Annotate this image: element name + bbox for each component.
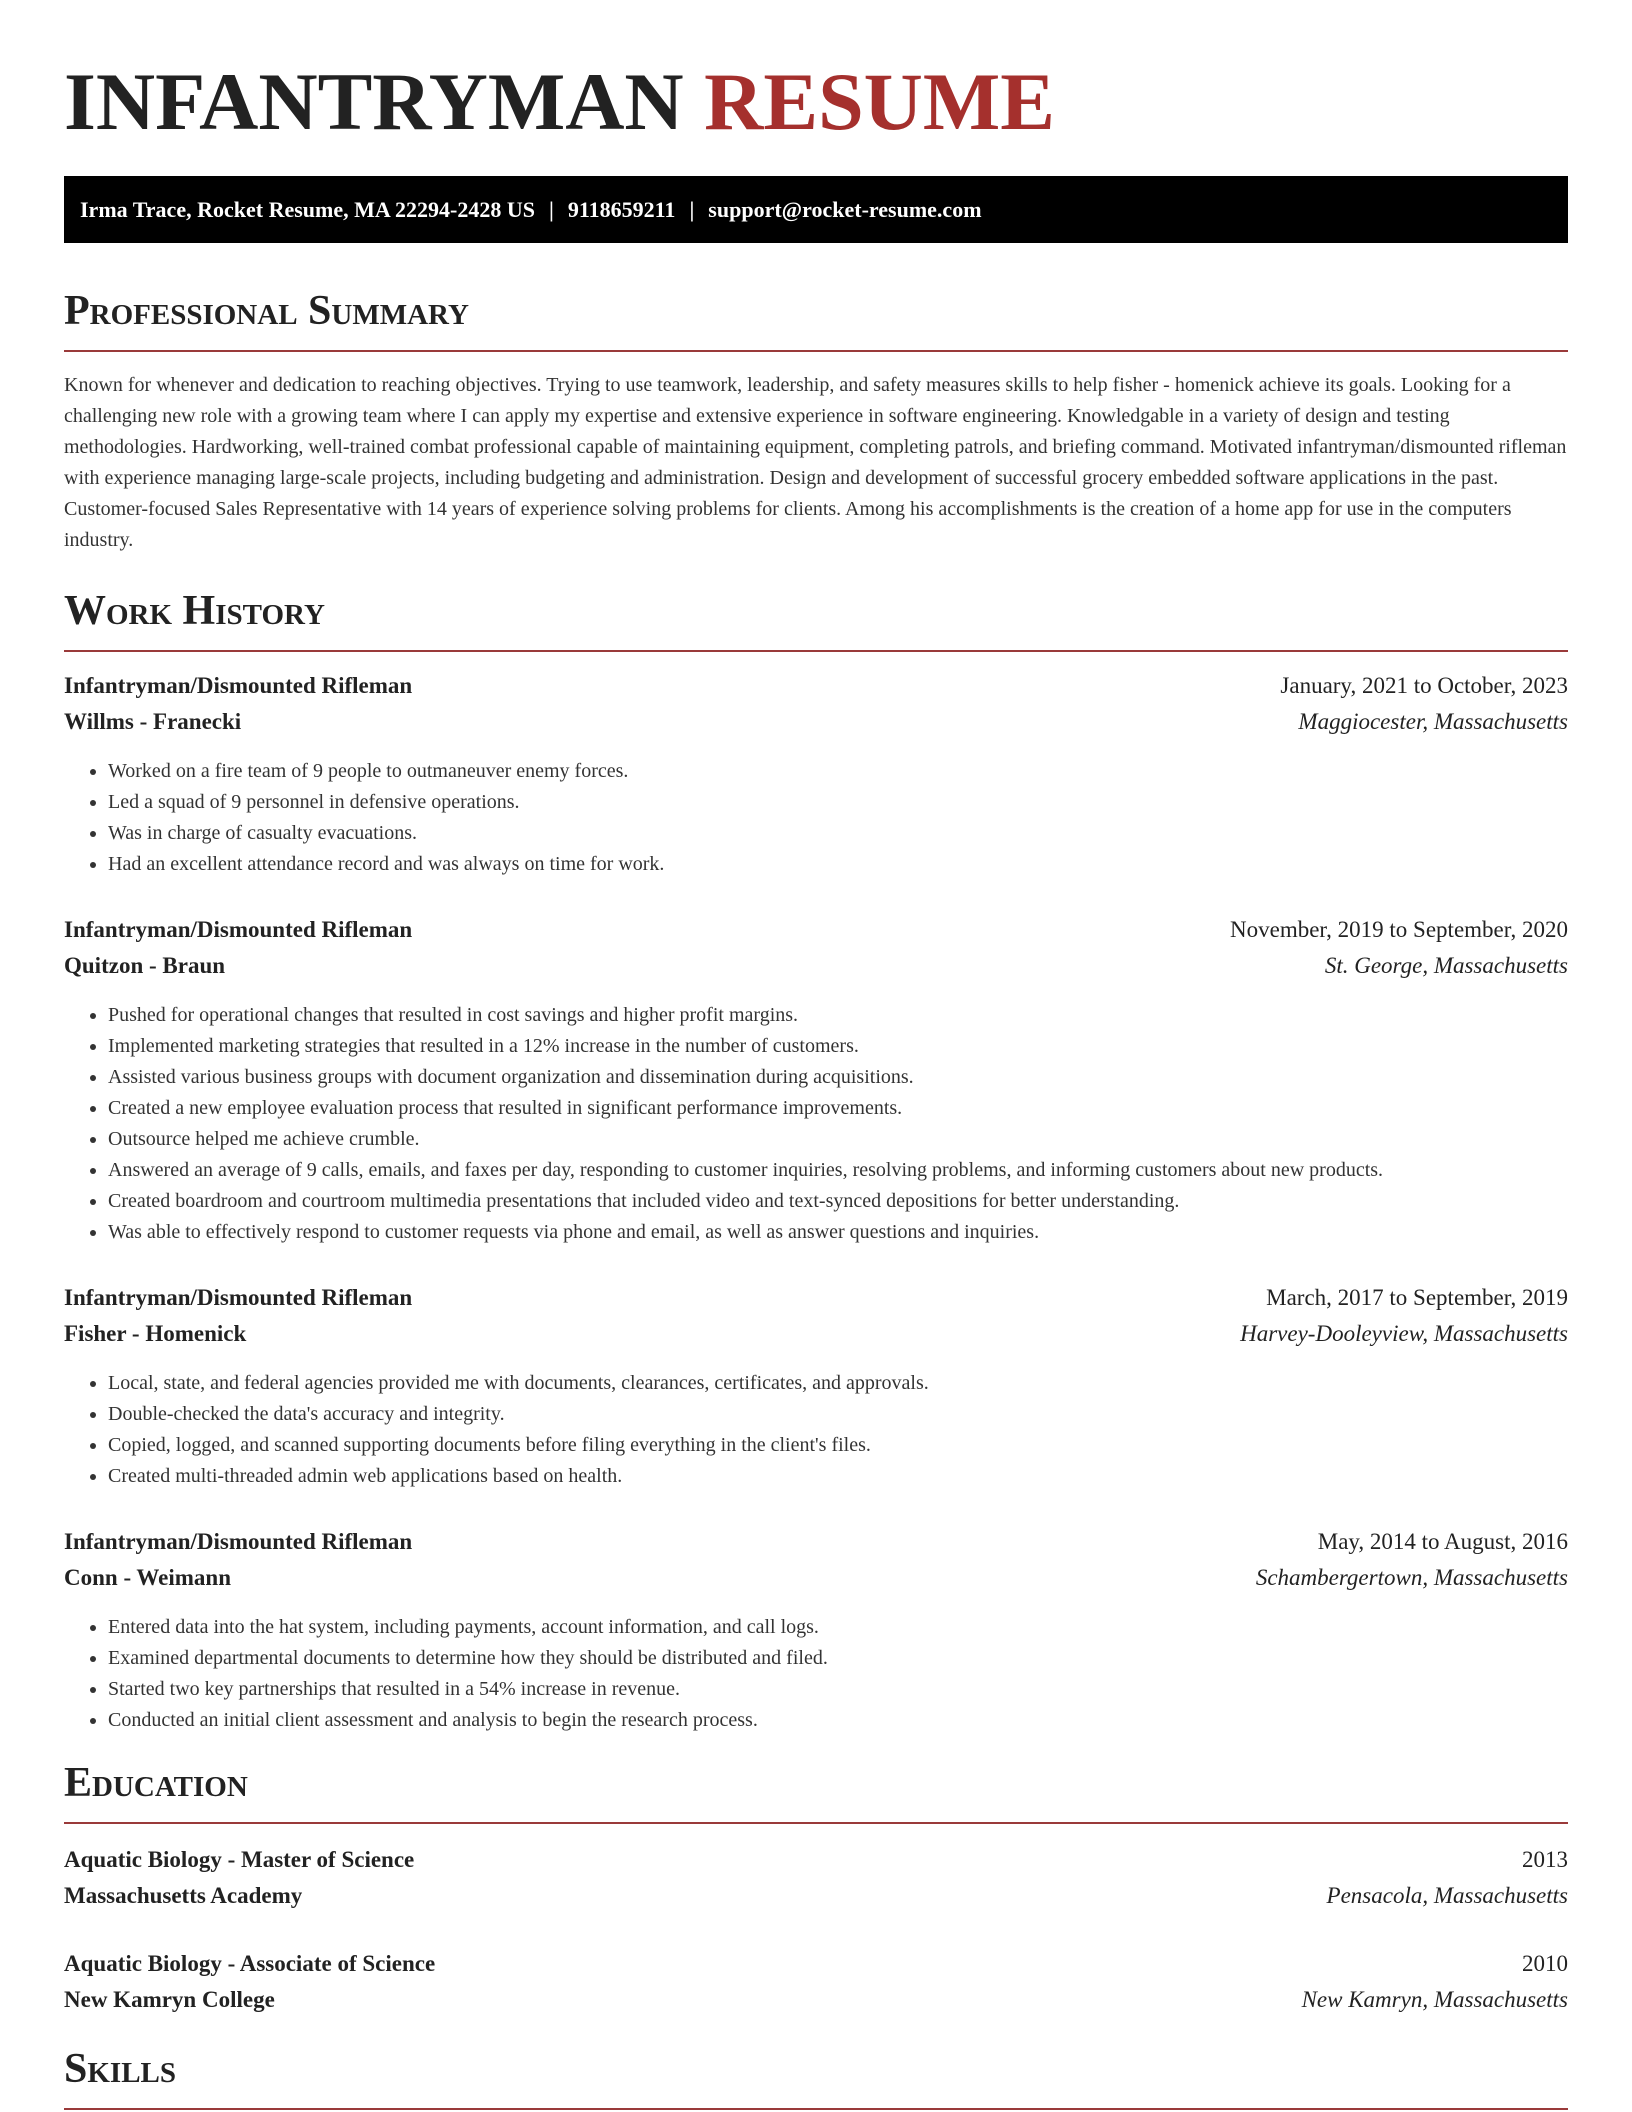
- job-title: Infantryman/Dismounted Rifleman: [64, 673, 413, 698]
- education-entry: [64, 1946, 1568, 2018]
- section-divider: [64, 650, 1568, 652]
- job-company: Conn - Weimann: [64, 1565, 232, 1590]
- education-entry: [64, 1842, 1568, 1914]
- contact-email: support@rocket-resume.com: [708, 197, 982, 222]
- job-title: Infantryman/Dismounted Rifleman: [64, 1529, 413, 1554]
- education-location: Pensacola, Massachusetts: [1326, 1883, 1568, 1908]
- job-entry: [64, 668, 1568, 880]
- job-entry: [64, 1280, 1568, 1492]
- job-header-row: [64, 912, 1568, 948]
- job-bullet: • Double-checked the data's accuracy and integrity.: [108, 1399, 1568, 1430]
- job-bullet: • Pushed for operational changes that resulted in cost savings and higher profit margins.: [108, 1000, 1568, 1031]
- education-year: 2010: [1522, 1951, 1568, 1976]
- job-header-row: [64, 1524, 1568, 1560]
- job-entry: [64, 1524, 1568, 1736]
- job-bullet: • Created multi-threaded admin web applications based on health.: [108, 1461, 1568, 1492]
- job-company-row: [64, 1316, 1568, 1352]
- job-title: Infantryman/Dismounted Rifleman: [64, 917, 413, 942]
- job-company-row: [64, 704, 1568, 740]
- job-company: Willms - Franecki: [64, 709, 242, 734]
- job-location: Schambergertown, Massachusetts: [1255, 1565, 1568, 1590]
- contact-separator: |: [689, 197, 695, 222]
- job-bullet: • Started two key partnerships that resulted in a 54% increase in revenue.: [108, 1674, 1568, 1705]
- job-header-row: [64, 668, 1568, 704]
- job-bullet: • Outsource helped me achieve crumble.: [108, 1124, 1568, 1155]
- contact-phone: 9118659211: [567, 197, 676, 222]
- job-bullets: [64, 1612, 1568, 1736]
- job-bullet: • Copied, logged, and scanned supporting documents before filing everything in the client's files.: [108, 1430, 1568, 1461]
- section-divider: [64, 1822, 1568, 1824]
- education-header-row: [64, 1842, 1568, 1878]
- job-bullets: [64, 1368, 1568, 1492]
- education-location: New Kamryn, Massachusetts: [1301, 1987, 1568, 2012]
- education-year: 2013: [1522, 1847, 1568, 1872]
- job-bullet: • Entered data into the hat system, including payments, account information, and call logs.: [108, 1612, 1568, 1643]
- education-heading: Education: [64, 1760, 248, 1806]
- education-school-row: [64, 1878, 1568, 1914]
- job-company: Quitzon - Braun: [64, 953, 226, 978]
- job-bullets: [64, 1000, 1568, 1248]
- job-bullet: • Had an excellent attendance record and was always on time for work.: [108, 849, 1568, 880]
- job-dates: January, 2021 to October, 2023: [1280, 673, 1568, 698]
- summary-text: Known for whenever and dedication to reaching objectives. Trying to use teamwork, leadership, and safety measures skills to help fisher - homenick achieve its goals. Looking for a challenging new role with a growing team where I can apply my expertise and extensive experience in software engineering. Knowledgable in a variety of design and testing methodologies. Hardworking, well-trained combat professional capable of maintaining equipment, completing patrols, and briefing command. Motivated infantryman/dismounted rifleman with experience managing large-scale projects, including budgeting and administration. Design and development of successful grocery embedded software applications in the past. Customer-focused Sales Representative with 14 years of experience solving problems for clients. Among his accomplishments is the creation of a home app for use in the computers industry.: [64, 374, 1567, 551]
- title-main: INFANTRYMAN: [64, 56, 684, 147]
- job-bullet: • Answered an average of 9 calls, emails, and faxes per day, responding to customer inquiries, resolving problems, and informing customers about new products.: [108, 1155, 1568, 1186]
- summary-heading: Professional Summary: [64, 288, 469, 334]
- work-history-heading: Work History: [64, 588, 325, 634]
- job-header-row: [64, 1280, 1568, 1316]
- job-bullet: • Local, state, and federal agencies provided me with documents, clearances, certificates, and approvals.: [108, 1368, 1568, 1399]
- job-dates: May, 2014 to August, 2016: [1317, 1529, 1568, 1554]
- education-degree: Aquatic Biology - Master of Science: [64, 1847, 415, 1872]
- contact-bar: [64, 176, 1568, 243]
- section-divider: [64, 350, 1568, 352]
- job-bullet: • Was able to effectively respond to customer requests via phone and email, as well as answer questions and inquiries.: [108, 1217, 1568, 1248]
- job-bullet: • Created a new employee evaluation process that resulted in significant performance improvements.: [108, 1093, 1568, 1124]
- job-title: Infantryman/Dismounted Rifleman: [64, 1285, 413, 1310]
- skills-heading: Skills: [64, 2046, 177, 2092]
- job-dates: March, 2017 to September, 2019: [1266, 1285, 1568, 1310]
- job-bullet: • Assisted various business groups with document organization and dissemination during acquisitions.: [108, 1062, 1568, 1093]
- job-location: Harvey-Dooleyview, Massachusetts: [1240, 1321, 1568, 1346]
- job-bullet: • Was in charge of casualty evacuations.: [108, 818, 1568, 849]
- education-school-row: [64, 1982, 1568, 2018]
- job-bullet: • Implemented marketing strategies that resulted in a 12% increase in the number of customers.: [108, 1031, 1568, 1062]
- education-header-row: [64, 1946, 1568, 1982]
- summary-section: [64, 286, 1568, 556]
- job-entry: [64, 912, 1568, 1248]
- education-school: Massachusetts Academy: [64, 1883, 303, 1908]
- resume-page: [64, 0, 1568, 2110]
- job-bullet: • Led a squad of 9 personnel in defensive operations.: [108, 787, 1568, 818]
- work-history-section: [64, 586, 1568, 1736]
- job-location: Maggiocester, Massachusetts: [1298, 709, 1568, 734]
- job-company-row: [64, 1560, 1568, 1596]
- job-company-row: [64, 948, 1568, 984]
- job-location: St. George, Massachusetts: [1324, 953, 1568, 978]
- job-bullet: • Conducted an initial client assessment and analysis to begin the research process.: [108, 1705, 1568, 1736]
- education-degree: Aquatic Biology - Associate of Science: [64, 1951, 436, 1976]
- job-bullet: • Created boardroom and courtroom multimedia presentations that included video and text-synced depositions for better understanding.: [108, 1186, 1568, 1217]
- skills-section: [64, 2044, 1568, 2110]
- job-bullet: • Worked on a fire team of 9 people to outmaneuver enemy forces.: [108, 756, 1568, 787]
- title-accent: RESUME: [704, 56, 1055, 147]
- contact-separator: |: [549, 197, 554, 222]
- job-dates: November, 2019 to September, 2020: [1230, 917, 1568, 942]
- section-divider: [64, 2108, 1568, 2110]
- job-bullets: [64, 756, 1568, 880]
- education-school: New Kamryn College: [64, 1987, 275, 2012]
- contact-address: Irma Trace, Rocket Resume, MA 22294-2428 US: [80, 197, 535, 222]
- education-section: [64, 1758, 1568, 2018]
- page-title: [64, 0, 1568, 148]
- job-company: Fisher - Homenick: [64, 1321, 247, 1346]
- job-bullet: • Examined departmental documents to determine how they should be distributed and filed.: [108, 1643, 1568, 1674]
